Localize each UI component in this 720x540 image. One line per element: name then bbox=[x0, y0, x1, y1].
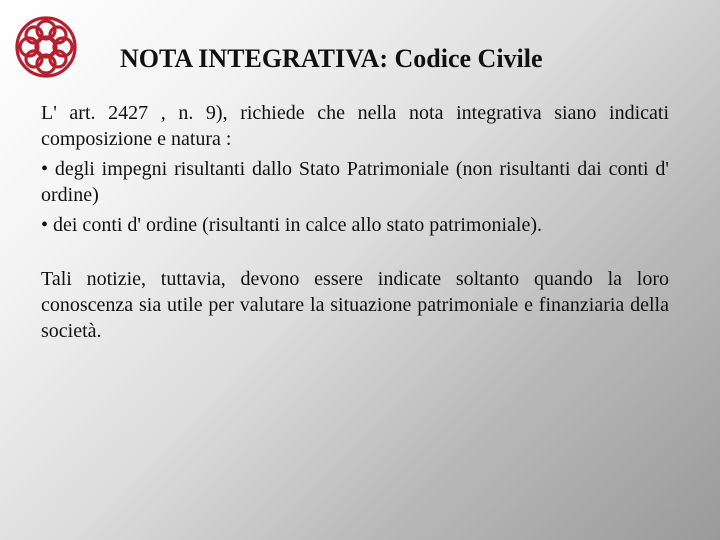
slide-body bbox=[41, 100, 669, 348]
slide-title: NOTA INTEGRATIVA: Codice Civile bbox=[120, 44, 543, 73]
bullet-impegni: • degli impegni risultanti dallo Stato Patrimoniale (non risultanti dai conti d' ordine) bbox=[41, 158, 669, 206]
paragraph-notizie: Tali notizie, tuttavia, devono essere indicate soltanto quando la loro conoscenza sia utile per valutare la situazione patrimoniale e finanziaria della società. bbox=[41, 268, 669, 342]
decorative-knot-logo-icon bbox=[10, 12, 82, 82]
paragraph-intro: L' art. 2427 , n. 9), richiede che nella nota integrativa siano indicati composizione e natura : bbox=[41, 102, 669, 150]
bullet-conti-ordine: • dei conti d' ordine (risultanti in calce allo stato patrimoniale). bbox=[41, 214, 543, 236]
